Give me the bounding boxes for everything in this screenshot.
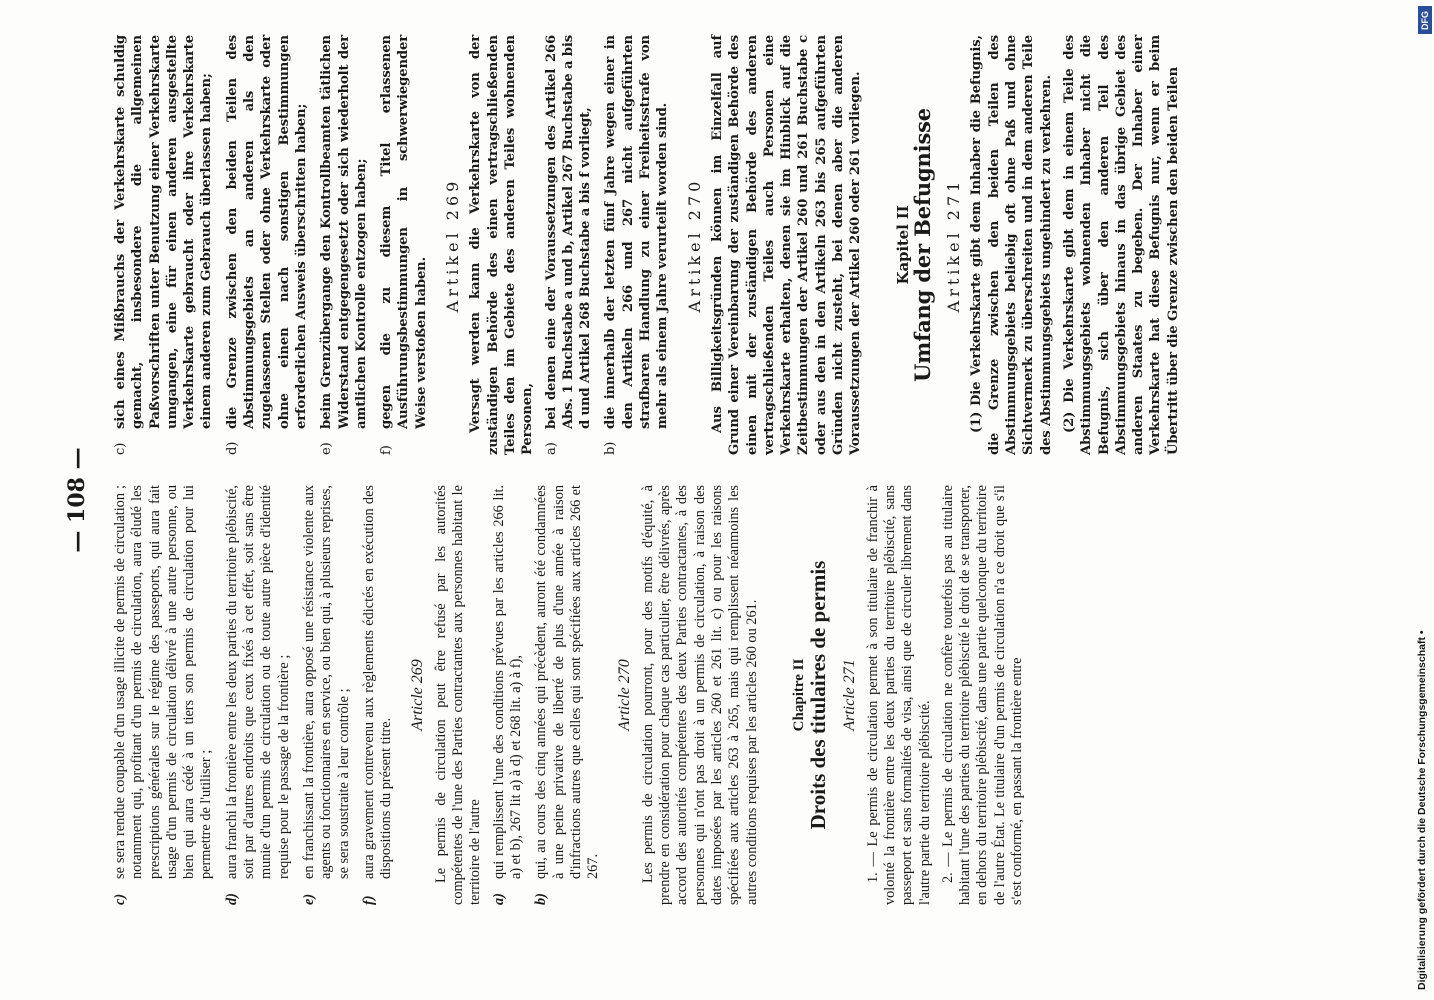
de-item-text: bei denen eine der Voraussetzungen des Artikel 266 Abs. 1 Buchstabe a und b, Artikel 267 Buchstabe a bis d und Artikel 268 Buchstabe a bis f vorliegt,	[543, 35, 594, 429]
fr-item-e	[301, 485, 353, 905]
de-item-text: beim Grenzübergange den Kontrollbeamten tätlichen Widerstand entgegengesetzt oder sich wiederholt der amtlichen Kontrolle entzogen haben;	[319, 35, 369, 429]
fr-chapter-label: Chapitre II	[790, 658, 807, 732]
de-item-label: d)	[224, 441, 240, 455]
fr-item-text: en franchissant la frontière, aura opposé une résistance violente aux agents ou fonctionnaires en service, ou bien qui, à plusieurs reprises, se sera soustraite à leur contrôle ;	[300, 485, 352, 879]
fr-item-d	[224, 485, 293, 905]
fr-item-f	[361, 485, 396, 905]
de-item-text: die innerhalb der letzten fünf Jahre wegen einer in den Artikeln 266 und 267 nicht aufgeführten strafbaren Handlung zu einer Freiheitsstrafe von mehr als einem Jahre verurteilt worden sind.	[603, 35, 671, 429]
de-item-d	[224, 35, 310, 455]
de-article-269-intro: Versagt werden kann die Verkehrskarte von der zuständigen Behörde des einen vertragschließenden Teiles den im Gebiete des anderen Teiles wohnenden Personen,	[468, 35, 536, 455]
fr-item-text: aura gravement contrevenu aux règlements édictés en exécution des dispositions du présent titre.	[360, 485, 395, 879]
de-item-label: f)	[379, 445, 395, 455]
fr-item-text: qui remplissent l'une des conditions prévues par les articles 266 lit. a) et b), 267 lit a) à d) et 268 lit. a) à f),	[490, 485, 524, 879]
de-article-271-p2: (2) Die Verkehrskarte gibt dem in einem Teile des Abstimmungsgebiets wohnenden Inhaber nicht die Befugnis, sich über den anderen Teil des Abstimmungsgebiets hinaus in das übrige Gebiet des anderen Staates zu begeben. Der Inhaber einer Verkehrskarte hat diese Befugnis nur, wenn er beim Übertritt über die Grenze zwischen den beiden Teilen	[1061, 35, 1181, 455]
fr-item-c	[112, 485, 216, 905]
de-item-label: e)	[319, 442, 335, 455]
fr-item-label: b)	[533, 893, 550, 905]
fr-item-label: a)	[490, 893, 507, 905]
de-article-270-text: Aus Billigkeitsgründen können im Einzelfall auf Grund einer Vereinbarung der zuständigen Behörde des einen mit der zuständigen Behörde des anderen vertragschließenden Teiles auch Personen eine Verkehrskarte erhalten, denen sie im Hinblick auf die Zeitbestimmungen der Artikel 260 und 261 Buchstabe c oder aus den in den Artikeln 263 bis 265 aufgeführten Gründen nicht zusteht, bei denen aber die anderen Voraussetzungen der Artikel 260 oder 261 vorliegen.	[709, 35, 864, 455]
dfg-funding-notice: Digitalisierung gefördert durch die Deutsche Forschungsgemeinschaft •	[1416, 630, 1428, 990]
dfg-logo	[1418, 6, 1432, 34]
fr-article-269-a	[491, 485, 526, 905]
de-article-270-title: Artikel 270	[684, 177, 704, 313]
fr-item-label: f)	[360, 895, 377, 905]
fr-item-text: se sera rendue coupable d'un usage illicite de permis de circulation ; notamment qui, profitant d'un permis de circulation, aura éludé les prescriptions générales sur le régime des passeports, qui aura fait usage d'un permis de circulation délivré à une autre personne, ou bien qui aura cédé à un tiers son permis de circulation pour lui permettre de l'utiliser ;	[112, 485, 215, 879]
fr-article-270-text: Les permis de circulation pourront, pour des motifs d'équité, à prendre en considération pour chaque cas particulier, être délivrés, après accord des autorités compétentes des deux Parties contractantes, à des personnes qui n'ont pas droit à un permis de circulation, à raison des dates imposées par les articles 260 et 261 lit. c) ou pour les raisons spécifiées aux articles 263 à 265, mais qui remplissent néanmoins les autres conditions requises par les articles 260 ou 261.	[639, 485, 760, 905]
de-item-c	[112, 35, 216, 455]
fr-item-label: d)	[223, 893, 240, 905]
fr-item-text: aura franchi la frontière entre les deux parties du territoire plébiscité, soit par d'autres endroits que ceux fixés à cet effet, soit sans être munie d'un permis de circulation ou de toute autre pièce d'identité requise pour le passage de la frontière ;	[223, 485, 292, 879]
de-item-text: gegen die zu diesem Titel erlassenen Ausführungsbestimmungen in schwerwiegender Weise verstoßen haben.	[379, 35, 429, 429]
de-article-269-a	[543, 35, 595, 455]
fr-article-271-title: Article 271	[841, 659, 859, 731]
de-item-label: a)	[543, 442, 559, 455]
fr-item-text: qui, au cours des cinq années qui précèdent, auront été condamnées à une peine privative de liberté de plus d'une année à raison d'infractions autres que celles qui sont spécifiées aux articles 266 et 267.	[533, 485, 602, 879]
fr-article-269-title: Article 269	[409, 659, 427, 731]
de-item-label: b)	[603, 441, 619, 455]
french-column	[112, 485, 1032, 905]
de-article-269-title: Artikel 269	[443, 177, 463, 313]
de-item-f	[378, 35, 430, 455]
german-column	[112, 35, 1188, 455]
de-item-e	[318, 35, 370, 455]
de-article-271-title: Artikel 271	[944, 177, 964, 313]
de-article-269-b	[602, 35, 671, 455]
de-article-271-p1: (1) Die Verkehrskarte gibt dem Inhaber die Befugnis, die Grenze zwischen den beiden Teilen des Abstimmungsgebiets beliebig oft ohne Paß und ohne Sichtvermerk zu überschreiten und in dem anderen Teile des Abstimmungsgebiets ungehindert zu verkehren.	[969, 35, 1054, 455]
fr-article-271-p1: 1. — Le permis de circulation permet à son titulaire de franchir à volonté la frontière entre les deux parties du territoire plébiscité, sans passeport et sans formalités de visa, ainsi que de circuler librement dans l'autre partie du territoire plébiscité.	[864, 485, 933, 905]
de-item-text: sich eines Mißbrauchs der Verkehrskarte schuldig gemacht, insbesondere die allgemeinen Paßvorschriften unter Benutzung einer Verkehrskarte umgangen, eine für einen anderen ausgestellte Verkehrskarte gebraucht oder ihre Verkehrskarte einem anderen zum Gebrauch überlassen haben;	[113, 35, 215, 429]
fr-item-label: c)	[112, 893, 128, 905]
fr-article-271-p2: 2. — Le permis de circulation ne confère toutefois pas au titulaire habitant l'une des parties du territoire plébiscité le droit de se transporter, en dehors du territoire plébiscité, dans une partie quelconque du territoire de l'autre État. Le titulaire d'un permis de circulation n'a ce droit que s'il s'est conformé, en passant la frontière entre	[939, 485, 1026, 905]
dfg-logo-text: DFG	[1420, 11, 1430, 30]
de-chapter-label: Kapitel II	[893, 205, 912, 285]
de-item-label: c)	[113, 442, 128, 455]
de-chapter-title: Umfang der Befugnisse	[909, 107, 935, 383]
fr-item-label: e)	[300, 893, 317, 905]
fr-chapter-title: Droits des titulaires de permis	[806, 560, 831, 830]
fr-article-270-title: Article 270	[616, 659, 634, 731]
de-item-text: die Grenze zwischen den beiden Teilen des Abstimmungsgebiets an anderen als den zugelassenen Stellen oder ohne Verkehrskarte oder ohne einen nach sonstigen Bestimmungen erforderlichen Ausweis überschritten haben;	[224, 35, 309, 429]
page-number: — 108 —	[64, 447, 90, 553]
fr-article-269-b	[533, 485, 602, 905]
fr-article-269-intro: Le permis de circulation peut être refusé par les autorités compétentes de l'une des Parties contractantes aux personnes habitant le territoire de l'autre	[432, 485, 484, 905]
